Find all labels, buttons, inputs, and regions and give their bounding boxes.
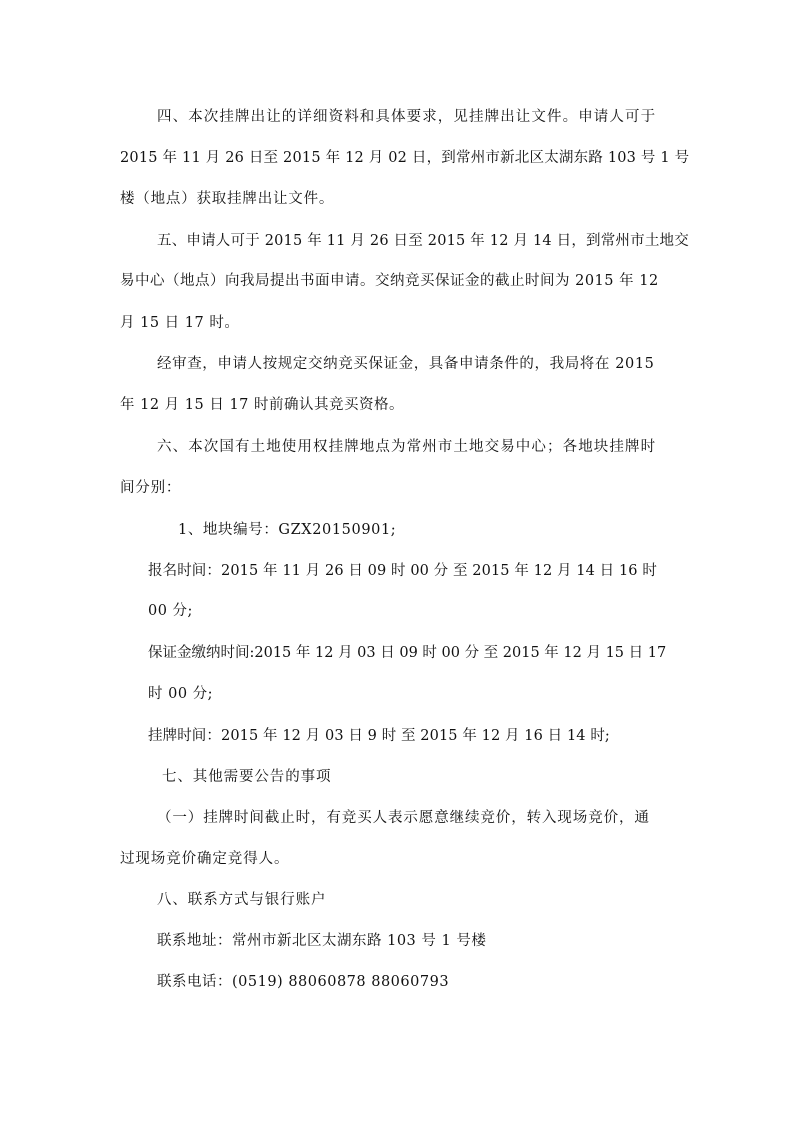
section-7-item-1-line-2: 过现场竞价确定竞得人。	[120, 851, 290, 867]
deposit-time-line-1: 保证金缴纳时间:2015 年 12 月 03 日 09 时 00 分 至 2015 年 12 月 15 日 17	[148, 645, 667, 661]
section-5-line-3: 月 15 日 17 时。	[120, 315, 240, 331]
contact-address: 联系地址：常州市新北区太湖东路 103 号 1 号楼	[157, 933, 487, 949]
section-4-line-2: 2015 年 11 月 26 日至 2015 年 12 月 02 日，到常州市新北区太湖东路 103 号 1 号	[120, 150, 690, 166]
review-line-2: 年 12 月 15 日 17 时前确认其竞买资格。	[120, 397, 405, 413]
section-4-line-3: 楼（地点）获取挂牌出让文件。	[120, 191, 335, 207]
section-7-item-1-line-1: （一）挂牌时间截止时，有竞买人表示愿意继续竞价，转入现场竞价，通	[157, 810, 650, 826]
section-8-heading: 八、联系方式与银行账户	[157, 892, 327, 908]
section-6-line-2: 间分别：	[120, 480, 182, 496]
registration-time-line-1: 报名时间：2015 年 11 月 26 日 09 时 00 分 至 2015 年 12 月 14 日 16 时	[148, 563, 657, 579]
plot-number: 1、地块编号：GZX20150901;	[178, 522, 397, 538]
section-5-line-1: 五、申请人可于 2015 年 11 月 26 日至 2015 年 12 月 14 日，到常州市土地交	[157, 233, 689, 249]
deposit-time-line-2: 时 00 分;	[148, 686, 214, 702]
registration-time-line-2: 00 分;	[148, 603, 193, 619]
contact-phone: 联系电话：(0519) 88060878 88060793	[157, 974, 450, 990]
section-6-line-1: 六、本次国有土地使用权挂牌地点为常州市土地交易中心；各地块挂牌时	[157, 439, 657, 455]
review-line-1: 经审查，申请人按规定交纳竞买保证金，具备申请条件的，我局将在 2015	[157, 356, 655, 372]
section-7-heading: 七、其他需要公告的事项	[162, 769, 332, 785]
listing-time: 挂牌时间：2015 年 12 月 03 日 9 时 至 2015 年 12 月 16 日 14 时;	[148, 728, 610, 744]
section-4-line-1: 四、本次挂牌出让的详细资料和具体要求，见挂牌出让文件。申请人可于	[157, 109, 657, 125]
section-5-line-2: 易中心（地点）向我局提出书面申请。交纳竞买保证金的截止时间为 2015 年 12	[120, 273, 659, 289]
